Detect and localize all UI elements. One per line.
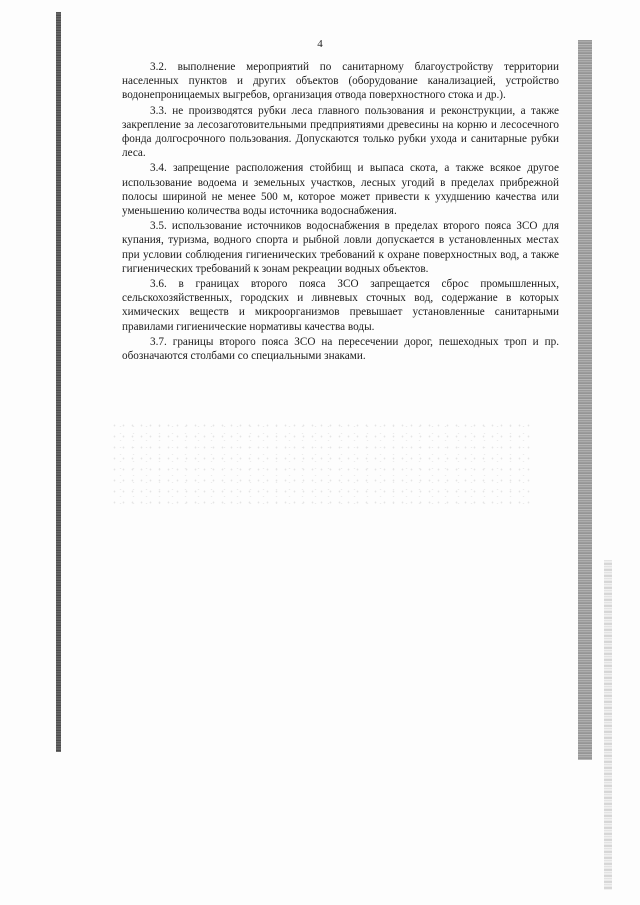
scan-border-right <box>578 40 592 760</box>
paragraph-3-6: 3.6. в границах второго пояса ЗСО запрещается сброс промышленных, сельскохозяйственных, городских и ливневых сточных вод, содержание в которых химических веществ и микроорганизмов превышает установленные санитарными правилами гигиенические нормативы качества воды. <box>122 278 559 333</box>
paragraph-3-5: 3.5. использование источников водоснабжения в пределах второго пояса ЗСО для купания, туризма, водного спорта и рыбной ловли допускается в установленных местах при условии соблюдения гигиенических требований к охране поверхностных вод, а также гигиенических требований к зонам рекреации водных объектов. <box>122 220 559 275</box>
paragraph-3-2: 3.2. выполнение мероприятий по санитарному благоустройству территории населенных пунктов и других объектов (оборудование канализацией, устройство водонепроницаемых выгребов, организация отвода поверхностного стока и др.). <box>122 61 559 102</box>
scan-noise <box>110 420 530 510</box>
page-number: 4 <box>317 38 323 50</box>
scan-border-left <box>56 12 61 752</box>
document-body <box>122 60 559 364</box>
paragraph-3-3: 3.3. не производятся рубки леса главного пользования и реконструкции, а также закрепление за лесозаготовительными предприятиями древесины на корню и лесосечного фонда долгосрочного пользования. Допускаются только рубки ухода и санитарные рубки леса. <box>122 104 559 160</box>
paragraph-3-4: 3.4. запрещение расположения стойбищ и выпаса скота, а также всякое другое использование водоема и земельных участков, лесных угодий в пределах прибрежной полосы шириной не менее 500 м, которое может привести к ухудшению качества или уменьшению количества воды источника водоснабжения. <box>122 162 559 218</box>
paragraph-3-7: 3.7. границы второго пояса ЗСО на пересечении дорог, пешеходных троп и пр. обозначаются столбами со специальными знаками. <box>122 335 559 363</box>
scan-border-right-faint <box>604 560 612 890</box>
